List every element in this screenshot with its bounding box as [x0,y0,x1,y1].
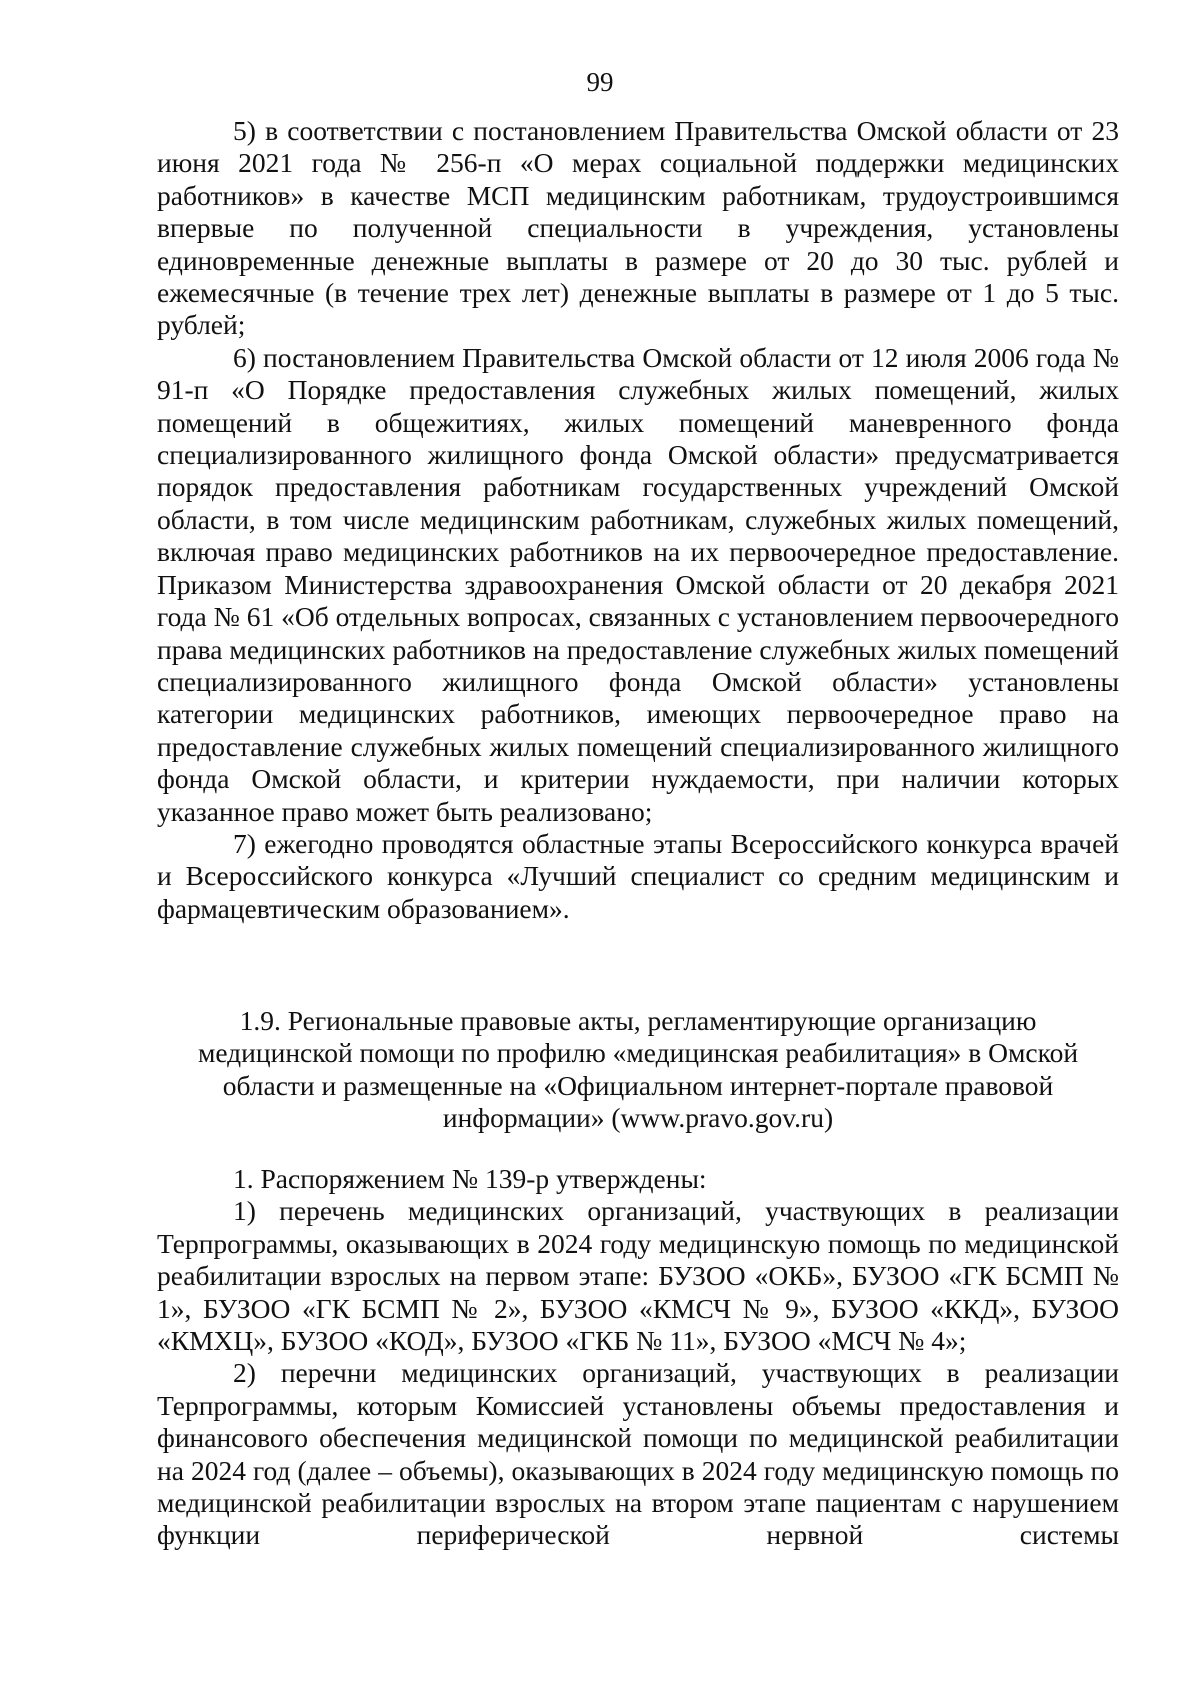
paragraph-list-item-2: 2) перечни медицинских организаций, участвующих в реализации Терпрограммы, которым Комиссией установлены объемы предоставления и финансового обеспечения медицинской помощи по медицинской реабилитации на 2024 год (далее – объемы), оказывающих в 2024 году медицинскую помощь по медицинской реабилитации взрослых на втором этапе пациентам с нарушением функции периферической нервной системы [157,1357,1119,1551]
paragraph-item-5: 5) в соответствии с постановлением Правительства Омской области от 23 июня 2021 года № 256-п «О мерах социальной поддержки медицинских работников» в качестве МСП медицинским работникам, трудоустроившимся впервые по полученной специальности в учреждения, установлены единовременные денежные выплаты в размере от 20 до 30 тыс. рублей и ежемесячные (в течение трех лет) денежные выплаты в размере от 1 до 5 тыс. рублей; [157,115,1119,341]
section-heading: 1.9. Региональные правовые акты, регламентирующие организацию медицинской помощи по профилю «медицинская реабилитация» в Омской области и размещенные на «Официальном интернет-портале правовой информации» (www.pravo.gov.ru) [197,1005,1079,1134]
paragraph-item-6: 6) постановлением Правительства Омской области от 12 июля 2006 года № 91-п «О Порядке предоставления служебных жилых помещений, жилых помещений в общежитиях, жилых помещений маневренного фонда специализированного жилищного фонда Омской области» предусматривается порядок предоставления работникам государственных учреждений Омской области, в том числе медицинским работникам, служебных жилых помещений, включая право медицинских работников на их первоочередное предоставление. Приказом Министерства здравоохранения Омской области от 20 декабря 2021 года № 61 «Об отдельных вопросах, связанных с установлением первоочередного права медицинских работников на предоставление служебных жилых помещений специализированного жилищного фонда Омской области» установлены категории медицинских работников, имеющих первоочередное право на предоставление служебных жилых помещений специализированного жилищного фонда Омской области, и критерии нуждаемости, при наличии которых указанное право может быть реализовано; [157,341,1119,827]
section-heading-block [157,1005,1119,1135]
paragraph-item-7: 7) ежегодно проводятся областные этапы Всероссийского конкурса врачей и Всероссийского конкурса «Лучший специалист со средним медицинским и фармацевтическим образованием». [157,827,1119,924]
page-number: 99 [586,67,614,97]
paragraph-intro: 1. Распоряжением № 139-р утверждены: [233,1163,707,1194]
paragraph-block-top [157,115,1119,925]
paragraph-block-bottom [157,1163,1119,1552]
paragraph-list-item-1: 1) перечень медицинских организаций, участвующих в реализации Терпрограммы, оказывающих в 2024 году медицинскую помощь по медицинской реабилитации взрослых на первом этапе: БУЗОО «ОКБ», БУЗОО «ГК БСМП № 1», БУЗОО «ГК БСМП № 2», БУЗОО «КМСЧ № 9», БУЗОО «ККД», БУЗОО «КМХЦ», БУЗОО «КОД», БУЗОО «ГКБ № 11», БУЗОО «МСЧ № 4»; [157,1195,1119,1357]
